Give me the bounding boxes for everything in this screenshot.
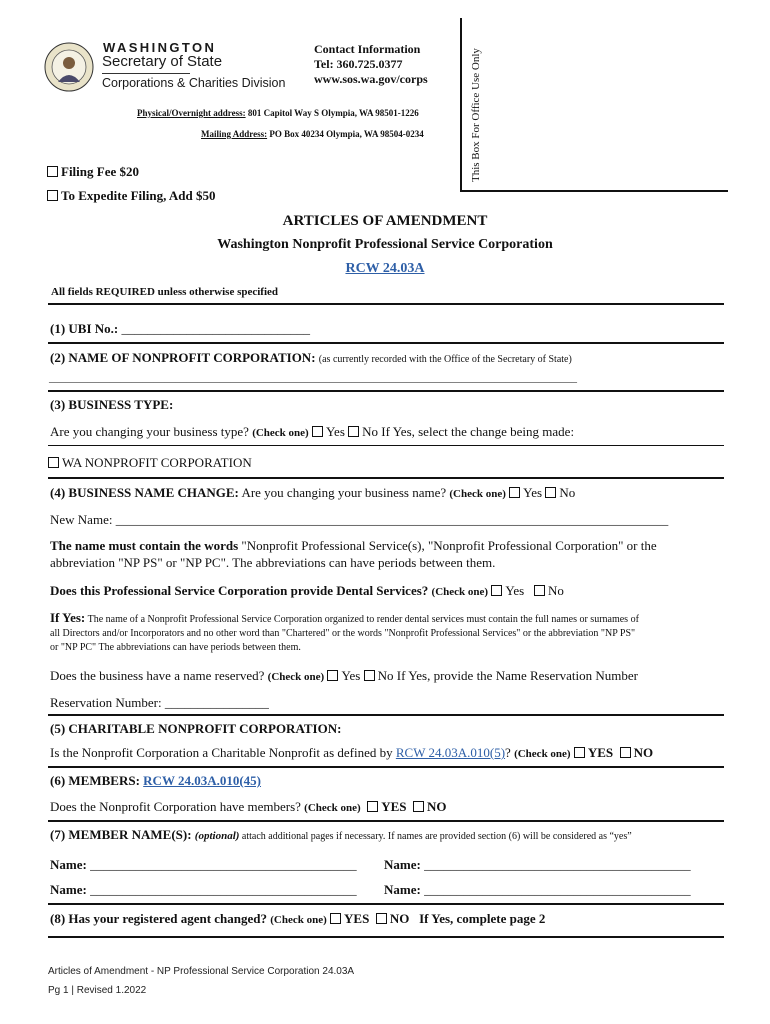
business-type-question: Are you changing your business type? — [50, 424, 249, 439]
charitable-yes-checkbox[interactable] — [574, 747, 585, 758]
name-change-check-one: (Check one) — [449, 488, 506, 500]
section-divider — [48, 766, 724, 768]
required-note: All fields REQUIRED unless otherwise specified — [51, 286, 279, 298]
charitable-label: (5) CHARITABLE NONPROFIT CORPORATION: — [50, 721, 342, 736]
footer-page: Pg 1 | Revised 1.2022 — [48, 985, 147, 996]
charitable-question: Is the Nonprofit Corporation a Charitable Nonprofit as defined by — [50, 745, 393, 760]
dental-row — [50, 583, 564, 599]
name-rule-bold: The name must contain the words — [50, 538, 239, 553]
registered-agent-yes-checkbox[interactable] — [330, 913, 341, 924]
section-divider — [48, 820, 724, 822]
member-name-field[interactable]: _________________________________________ — [424, 857, 691, 872]
org-subtitle: Secretary of State — [102, 53, 223, 70]
reservation-number-label: Reservation Number: — [50, 695, 162, 710]
name-reserved-followup: If Yes, provide the Name Reservation Number — [396, 668, 638, 683]
contact-info — [314, 42, 428, 87]
member-name-field[interactable]: _________________________________________ — [90, 882, 357, 897]
member-name-field[interactable]: _________________________________________ — [90, 857, 357, 872]
business-type-yes-checkbox[interactable] — [312, 426, 323, 437]
business-type-yes-label: Yes — [325, 424, 345, 439]
nonprofit-name-note: (as currently recorded with the Office of the Secretary of State) — [318, 354, 572, 365]
contact-tel: Tel: 360.725.0377 — [314, 57, 403, 71]
filing-fee-row — [47, 164, 139, 180]
name-reserved-question: Does the business have a name reserved? — [50, 668, 265, 683]
mailing-address — [201, 129, 424, 139]
member-name-label: Name: — [50, 882, 87, 897]
if-yes-line2: all Directors and/or Incorporators and no other word than "Chartered" or the words "Nonprofit Professional Services" or the abbreviation "NP PS" — [50, 628, 636, 639]
charitable-qmark: ? — [505, 745, 511, 760]
office-use-box — [460, 18, 728, 192]
members-check-one: (Check one) — [304, 802, 361, 814]
filing-fee-label: Filing Fee $20 — [61, 164, 139, 179]
name-reserved-no-checkbox[interactable] — [364, 670, 375, 681]
form-subtitle: Washington Nonprofit Professional Service Corporation — [217, 237, 553, 252]
members-row — [50, 773, 261, 789]
name-rule-text1: "Nonprofit Professional Service(s), "Nonprofit Professional Corporation" or the — [238, 538, 657, 553]
member-names-note: attach additional pages if necessary. If names are provided section (6) will be considered as “yes” — [239, 831, 632, 842]
registered-agent-check-one: (Check one) — [270, 914, 327, 926]
members-no-checkbox[interactable] — [413, 801, 424, 812]
member-name-row-3 — [50, 882, 357, 898]
member-name-row-4 — [384, 882, 691, 898]
registered-agent-yes-label: YES — [344, 911, 370, 926]
nonprofit-name-row — [50, 350, 572, 366]
name-change-yes-label: Yes — [523, 485, 543, 500]
wa-nonprofit-row — [48, 455, 252, 471]
if-yes-label: If Yes: — [50, 610, 86, 625]
section-divider — [48, 936, 724, 938]
member-name-label: Name: — [384, 882, 421, 897]
dental-no-checkbox[interactable] — [534, 585, 545, 596]
dental-check-one: (Check one) — [431, 586, 489, 598]
ubi-row — [50, 321, 310, 337]
dental-yes-checkbox[interactable] — [491, 585, 502, 596]
charitable-check-one: (Check one) — [514, 748, 571, 760]
business-type-no-checkbox[interactable] — [348, 426, 359, 437]
registered-agent-label: (8) Has your registered agent changed? — [50, 911, 268, 926]
if-yes-line1 — [50, 610, 639, 626]
section-divider — [48, 303, 724, 305]
footer-title: Articles of Amendment - NP Professional Service Corporation 24.03A — [48, 966, 355, 977]
nonprofit-name-field[interactable]: ________________________________________________________________________________________________ — [49, 372, 577, 384]
member-name-row-1 — [50, 857, 357, 873]
charitable-question-row — [50, 745, 653, 761]
filing-fee-checkbox[interactable] — [47, 166, 58, 177]
business-type-question-row — [50, 424, 574, 440]
member-names-label: (7) MEMBER NAME(S): — [50, 827, 192, 842]
wa-nonprofit-label: WA NONPROFIT CORPORATION — [62, 455, 252, 470]
registered-agent-no-checkbox[interactable] — [376, 913, 387, 924]
members-yes-checkbox[interactable] — [367, 801, 378, 812]
wa-nonprofit-checkbox[interactable] — [48, 457, 59, 468]
if-yes-line3: or "NP PC" The abbreviations can have periods between them. — [50, 642, 301, 653]
reservation-number-row — [50, 695, 269, 711]
dental-question: Does this Professional Service Corporation provide Dental Services? — [50, 583, 429, 598]
name-reserved-row — [50, 668, 638, 684]
member-name-label: Name: — [384, 857, 421, 872]
name-rule-line1 — [50, 538, 657, 554]
ubi-field[interactable]: _____________________________ — [121, 321, 310, 336]
logo-divider — [102, 73, 190, 74]
member-names-optional: (optional) — [194, 830, 240, 842]
if-yes-text1: The name of a Nonprofit Professional Service Corporation organized to render dental services must contain the full names or surnames of — [85, 614, 639, 625]
charitable-no-label: NO — [633, 745, 654, 760]
contact-title: Contact Information — [314, 42, 421, 56]
dental-no-label: No — [548, 583, 564, 598]
mailing-address-label: Mailing Address: — [201, 129, 268, 139]
name-change-label: (4) BUSINESS NAME CHANGE: — [50, 485, 239, 500]
name-rule-line2: abbreviation "NP PS" or "NP PC". The abbreviations can have periods between them. — [50, 555, 496, 570]
name-reserved-yes-checkbox[interactable] — [327, 670, 338, 681]
nonprofit-name-label: (2) NAME OF NONPROFIT CORPORATION: — [50, 350, 316, 365]
registered-agent-row — [50, 911, 545, 927]
new-name-row — [50, 512, 668, 528]
charitable-rcw-link[interactable]: RCW 24.03A.010(5) — [395, 745, 506, 760]
name-reserved-yes-label: Yes — [341, 668, 361, 683]
new-name-label: New Name: — [50, 512, 113, 527]
members-label: (6) MEMBERS: — [50, 773, 140, 788]
charitable-yes-label: YES — [587, 745, 614, 760]
reservation-number-field[interactable]: ________________ — [164, 695, 269, 710]
charitable-no-checkbox[interactable] — [620, 747, 631, 758]
physical-address-label: Physical/Overnight address: — [137, 108, 246, 118]
section-divider — [48, 390, 724, 392]
physical-address-value: 801 Capitol Way S Olympia, WA 98501-1226 — [247, 108, 419, 118]
business-type-no-label: No — [362, 424, 379, 439]
business-type-check-one: (Check one) — [252, 427, 309, 439]
members-question-row — [50, 799, 446, 815]
org-division: Corporations & Charities Division — [102, 76, 286, 90]
name-change-no-checkbox[interactable] — [545, 487, 556, 498]
business-type-label: (3) BUSINESS TYPE: — [50, 397, 174, 412]
expedite-row — [47, 188, 215, 204]
name-change-yes-checkbox[interactable] — [509, 487, 520, 498]
mailing-address-value: PO Box 40234 Olympia, WA 98504-0234 — [269, 129, 424, 139]
members-rcw-link[interactable]: RCW 24.03A.010(45) — [143, 773, 262, 788]
section-divider — [48, 342, 724, 344]
name-reserved-check-one: (Check one) — [267, 671, 325, 683]
section-divider — [48, 714, 724, 716]
org-name: WASHINGTON — [103, 40, 217, 55]
member-name-row-2 — [384, 857, 691, 873]
new-name-field[interactable]: _____________________________________________________________________________________ — [115, 512, 669, 527]
section-divider — [48, 477, 724, 479]
name-change-no-label: No — [559, 485, 576, 500]
business-type-followup: If Yes, select the change being made: — [381, 424, 575, 439]
registered-agent-followup: If Yes, complete page 2 — [419, 911, 546, 926]
rcw-link[interactable]: RCW 24.03A — [345, 261, 425, 276]
member-names-header — [50, 827, 632, 843]
members-question: Does the Nonprofit Corporation have members? — [50, 799, 301, 814]
members-yes-label: YES — [381, 799, 407, 814]
expedite-label: To Expedite Filing, Add $50 — [61, 188, 216, 203]
ubi-label: (1) UBI No.: — [50, 321, 119, 336]
physical-address — [137, 108, 419, 118]
name-reserved-no-label: No — [377, 668, 394, 683]
name-change-question: Are you changing your business name? — [241, 485, 447, 500]
dental-yes-label: Yes — [505, 583, 525, 598]
section-divider — [48, 903, 724, 905]
members-no-label: NO — [426, 799, 447, 814]
form-title: ARTICLES OF AMENDMENT — [282, 213, 488, 229]
contact-web: www.sos.wa.gov/corps — [314, 72, 428, 86]
section-divider — [48, 445, 724, 446]
state-seal-logo — [44, 42, 94, 92]
office-use-label: This Box For Office Use Only — [470, 48, 482, 182]
member-name-field[interactable]: _________________________________________ — [424, 882, 691, 897]
expedite-checkbox[interactable] — [47, 190, 58, 201]
name-change-row — [50, 485, 575, 501]
registered-agent-no-label: NO — [389, 911, 410, 926]
member-name-label: Name: — [50, 857, 87, 872]
